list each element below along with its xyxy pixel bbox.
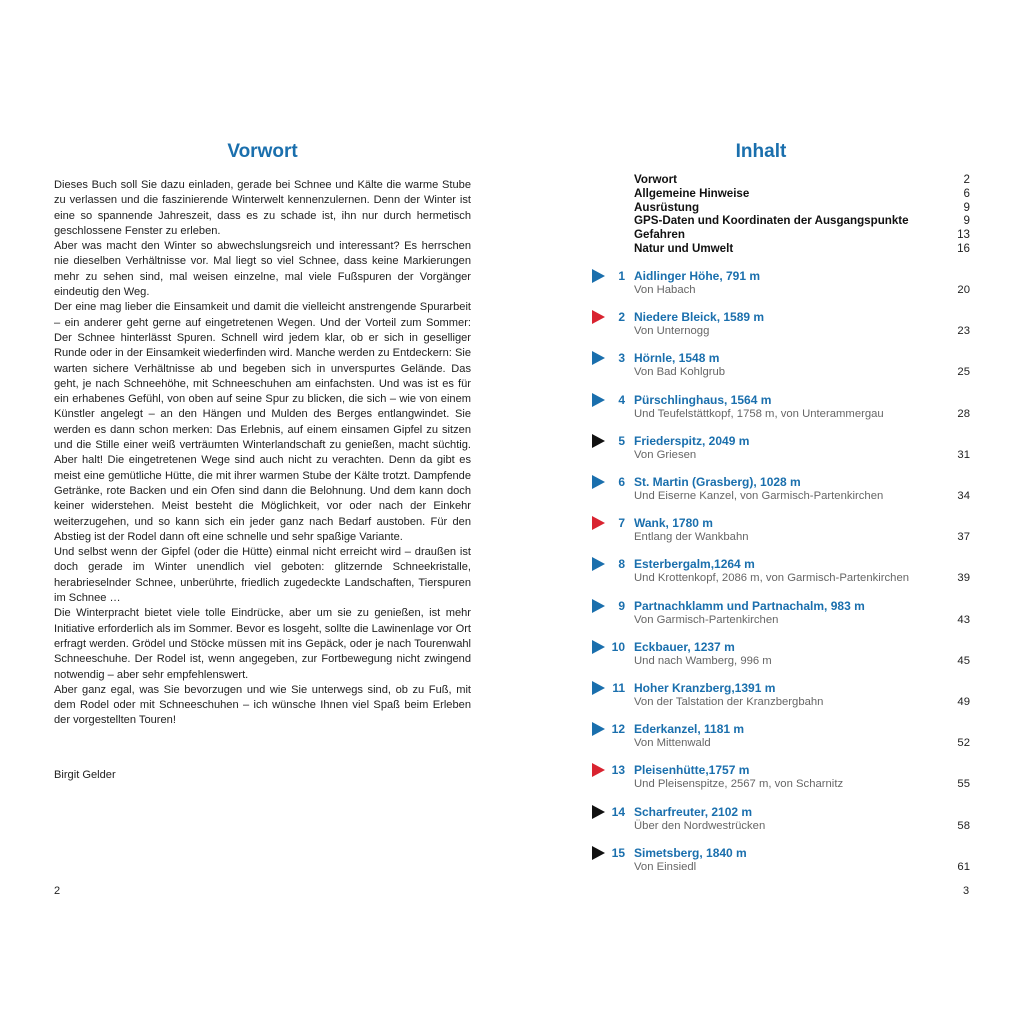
triangle-marker-icon: [592, 434, 605, 448]
tour-number: 8: [618, 557, 625, 572]
tour-page: 25: [957, 366, 970, 379]
tour-entry[interactable]: [592, 556, 970, 590]
foreword-paragraph: Und selbst wenn der Gipfel (oder die Hütte) einmal nicht erreicht wird – draußen ist doch gerade im Winter unendlich viel geboten: glitzernde Schneekristalle, herabrieselnder Schnee, unberührte, friedlich zugedeckte Landschaften, Tierspuren im Schnee …: [54, 546, 471, 605]
toc-entry[interactable]: [634, 228, 970, 242]
tour-subtitle: Und Eiserne Kanzel, von Garmisch-Partenkirchen: [634, 490, 884, 502]
tour-page: 43: [957, 613, 970, 626]
tour-title: Simetsberg, 1840 m: [634, 845, 747, 860]
tour-page: 20: [957, 284, 970, 296]
tour-entry[interactable]: [592, 680, 970, 714]
tour-number: 15: [611, 845, 625, 860]
tour-title: Friederspitz, 2049 m: [634, 433, 750, 448]
tour-number: 1: [618, 269, 625, 283]
tour-entry[interactable]: [592, 515, 970, 549]
toc-entry[interactable]: [634, 242, 970, 256]
tour-page: 23: [957, 325, 970, 338]
tour-subtitle: Und Teufelstättkopf, 1758 m, von Unterammergau: [634, 407, 884, 420]
tour-subtitle: Und Pleisenspitze, 2567 m, von Scharnitz: [634, 778, 844, 791]
triangle-marker-icon: [592, 763, 605, 777]
tour-entry[interactable]: [592, 598, 970, 632]
tour-title: Pürschlinghaus, 1564 m: [634, 392, 772, 407]
triangle-marker-icon: [592, 310, 605, 324]
foreword-heading: Vorwort: [227, 141, 298, 162]
triangle-marker-icon: [592, 351, 605, 365]
tour-number: 2: [618, 310, 625, 325]
toc-entry[interactable]: [634, 214, 970, 228]
tour-number: 9: [618, 598, 625, 613]
tour-page: 45: [957, 654, 970, 667]
tour-title: Wank, 1780 m: [634, 516, 713, 531]
tour-number: 7: [618, 516, 625, 531]
tour-page: 28: [957, 407, 970, 420]
toc-entry-page: 9: [963, 214, 970, 228]
toc-entry-title: Ausrüstung: [634, 200, 700, 214]
tour-title: Hoher Kranzberg,1391 m: [634, 681, 776, 695]
tour-subtitle: Und Krottenkopf, 2086 m, von Garmisch-Partenkirchen: [634, 572, 910, 585]
tour-number: 10: [611, 639, 625, 654]
tour-number: 14: [611, 804, 625, 819]
tour-page: 52: [957, 737, 970, 750]
tour-entry[interactable]: [592, 845, 970, 879]
toc-entry[interactable]: [634, 173, 970, 187]
tour-page: 58: [957, 819, 970, 832]
right-page: [512, 0, 1024, 1024]
tour-entry[interactable]: [592, 721, 970, 755]
toc-entry-title: Natur und Umwelt: [634, 241, 734, 255]
toc-entry-page: 16: [957, 241, 970, 255]
tour-page: 55: [957, 778, 970, 791]
tour-entry[interactable]: [592, 392, 970, 426]
triangle-marker-icon: [592, 269, 605, 283]
tour-title: Niedere Bleick, 1589 m: [634, 310, 765, 325]
tour-title: Scharfreuter, 2102 m: [634, 804, 753, 819]
toc-entry[interactable]: [634, 201, 970, 215]
triangle-marker-icon: [592, 846, 605, 860]
tour-subtitle: Über den Nordwestrücken: [634, 819, 766, 832]
page-number-left: 2: [54, 885, 61, 897]
tour-subtitle: Von Unternogg: [634, 325, 710, 338]
triangle-marker-icon: [592, 805, 605, 819]
contents-heading: Inhalt: [735, 141, 787, 162]
foreword-paragraph: Aber was macht den Winter so abwechslungsreich und interessant? Es herrschen nie dieselben Verhältnisse vor. Mal liegt so viel Schnee, dass keine Markierungen mehr zu sehen sind, mal weisen einzelne, mal viele Fußspuren der Vorgänger eindeutig den Weg.: [54, 240, 471, 299]
toc-entry-page: 13: [957, 228, 970, 242]
tour-subtitle: Und nach Wamberg, 996 m: [634, 654, 772, 667]
tour-page: 39: [957, 572, 970, 585]
tour-number: 3: [618, 351, 625, 366]
triangle-marker-icon: [592, 681, 605, 695]
tour-title: St. Martin (Grasberg), 1028 m: [634, 475, 801, 489]
tour-page: 34: [957, 490, 970, 502]
tour-page: 37: [957, 531, 970, 544]
tour-subtitle: Von der Talstation der Kranzbergbahn: [634, 696, 824, 708]
toc-entry-title: GPS-Daten und Koordinaten der Ausgangspunkte: [634, 214, 909, 228]
tour-page: 61: [957, 860, 970, 873]
toc-entry-page: 6: [963, 186, 970, 200]
triangle-marker-icon: [592, 722, 605, 736]
toc-entry-title: Vorwort: [634, 173, 677, 186]
toc-entry-title: Allgemeine Hinweise: [634, 186, 750, 200]
toc-entry-title: Gefahren: [634, 228, 685, 242]
toc-entry-page: 2: [963, 173, 970, 186]
triangle-marker-icon: [592, 475, 605, 489]
tour-subtitle: Von Habach: [634, 284, 696, 296]
tour-number: 5: [618, 433, 625, 448]
tour-page: 49: [957, 696, 970, 708]
foreword-paragraph: Die Winterpracht bietet viele tolle Eindrücke, aber um sie zu genießen, ist mehr Initiative erforderlich als im Sommer. Bevor es losgeht, sollte die Lawinenlage vor Ort erfragt werden. Grödel und Stöcke müssen mit ins Gepäck, oder je nach Tourenwahl Schneeschuhe. Der Rodel ist, wenn angegeben, zur Fortbewegung nicht zwingend notwendig – aber sehr empfehlenswert.: [54, 607, 471, 681]
tour-subtitle: Von Garmisch-Partenkirchen: [634, 613, 779, 626]
tour-entry[interactable]: [592, 762, 970, 796]
tour-title: Hörnle, 1548 m: [634, 351, 720, 366]
tour-number: 4: [618, 392, 625, 407]
author-signature: Birgit Gelder: [54, 769, 116, 781]
tour-number: 13: [611, 763, 625, 778]
tour-entry[interactable]: [592, 474, 970, 508]
triangle-marker-icon: [592, 557, 605, 571]
tour-subtitle: Von Griesen: [634, 448, 697, 461]
tour-page: 31: [957, 448, 970, 461]
tour-subtitle: Entlang der Wankbahn: [634, 531, 749, 544]
tour-title: Partnachklamm und Partnachalm, 983 m: [634, 598, 865, 613]
tour-number: 11: [612, 681, 625, 695]
tour-subtitle: Von Einsiedl: [634, 860, 697, 873]
tour-entry[interactable]: [592, 268, 970, 302]
tour-entry[interactable]: [592, 309, 970, 343]
tour-entry[interactable]: [592, 433, 970, 467]
page-number-right: 3: [963, 885, 970, 897]
foreword-paragraph: Aber ganz egal, was Sie bevorzugen und wie Sie unterwegs sind, ob zu Fuß, mit dem Rodel oder mit Schneeschuhen – ich wünsche Ihnen viel Spaß beim Erleben der vorgestellten Touren!: [54, 683, 471, 727]
foreword-text: [54, 178, 471, 729]
triangle-marker-icon: [592, 393, 605, 407]
tour-title: Pleisenhütte,1757 m: [634, 763, 750, 778]
tour-title: Esterbergalm,1264 m: [634, 557, 755, 572]
toc-entry[interactable]: [634, 187, 970, 201]
triangle-marker-icon: [592, 640, 605, 654]
tour-number: 6: [618, 475, 625, 489]
tour-entry[interactable]: [592, 350, 970, 384]
tour-entry[interactable]: [592, 639, 970, 673]
foreword-paragraph: Der eine mag lieber die Einsamkeit und damit die vielleicht anstrengende Spurarbeit – ein anderer geht gerne auf eingetretenen Wegen. Und der Vorteil zum Sommer: Der Schnee hinterlässt Spuren. Schnell wird jedem klar, ob er sich in geselliger Runde oder in der Einsamkeit wiederfinden wird. Manche werden zu Entdeckern: Sie warten sichere Verhältnisse ab und begeben sich in unverspurtes Gelände. Das geht, je nach Schneehöhe, mit Schneeschuhen am einfachsten. Und was ist es für ein erhabenes Gefühl, von oben auf seine Spur zu blicken, die sich – wie von einem Künstler angelegt – an den Hängen und Mulden des Berges entlangwindet. Sie werden es dann schon merken: Das Erlebnis, auf einem einsamen Gipfel zu sitzen und die Stille einer weiß verträumten Winterlandschaft zu genießen, macht süchtig. Aber halt! Die eingetretenen Wege sind auch nicht zu verachten. Denn da gibt es meist eine gemütliche Hütte, die mit ihrer warmen Stube der Kälte trotzt. Dampfende Getränke, rote Backen und ein Ofen sind dann die Belohnung. Und dem kann doch keiner widerstehen. Meist besteht die Möglichkeit, vor oder nach der Einkehr weiterzugehen, und so kann sich ein jeder ganz nach Bedarf austoben. Für den Abstieg ist der Rodel dann oft eine schnelle und sehr spaßige Variante.: [54, 301, 471, 543]
foreword-paragraph: Dieses Buch soll Sie dazu einladen, gerade bei Schnee und Kälte die warme Stube zu verlassen und die faszinierende Winterwelt kennenzulernen. Denn der Winter ist eine so spannende Jahreszeit, dass es zu schade ist, ihn nur durch hermetisch geschlossene Fenster zu erleben.: [54, 179, 471, 237]
tour-number: 12: [611, 722, 625, 737]
tour-title: Eckbauer, 1237 m: [634, 639, 735, 654]
triangle-marker-icon: [592, 516, 605, 530]
triangle-marker-icon: [592, 599, 605, 613]
toc-general-section: [634, 173, 970, 256]
tour-subtitle: Von Bad Kohlgrub: [634, 366, 726, 379]
tour-entry[interactable]: [592, 804, 970, 838]
tour-title: Aidlinger Höhe, 791 m: [634, 269, 761, 283]
toc-entry-page: 9: [963, 200, 970, 214]
tour-title: Ederkanzel, 1181 m: [634, 722, 745, 737]
tour-subtitle: Von Mittenwald: [634, 737, 711, 750]
